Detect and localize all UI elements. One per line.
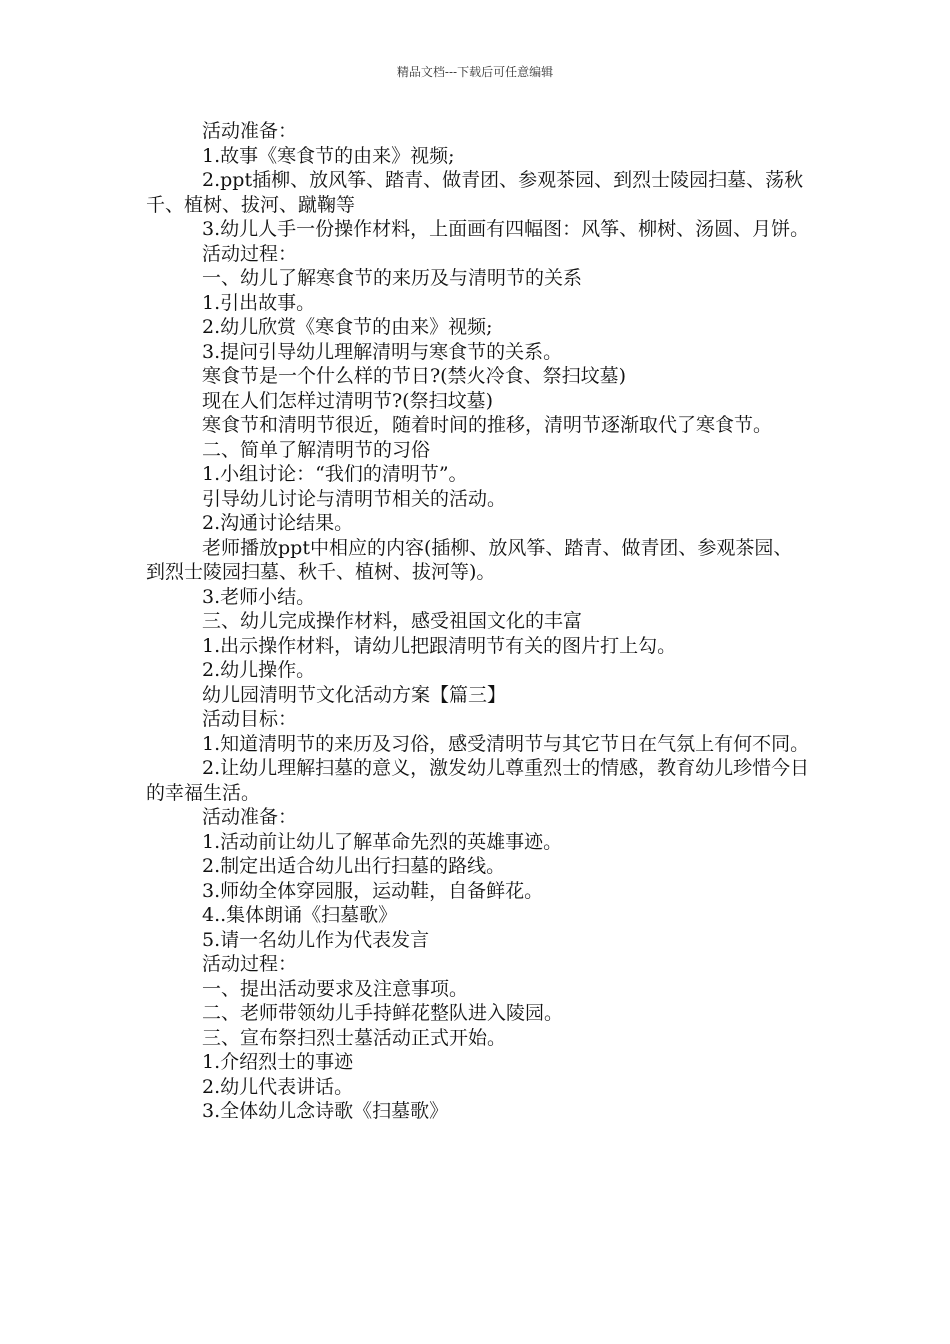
document-body	[146, 119, 810, 1124]
paragraph: 现在人们怎样过清明节?(祭扫坟墓)	[202, 389, 494, 412]
paragraph: 3.师幼全体穿园服，运动鞋，自备鲜花。	[202, 879, 544, 902]
paragraph: 1.出示操作材料，请幼儿把跟清明节有关的图片打上勾。	[202, 634, 677, 657]
paragraph: 3.幼儿人手一份操作材料，上面画有四幅图：风筝、柳树、汤圆、月饼。	[202, 218, 810, 240]
paragraph: 2.沟通讨论结果。	[202, 512, 354, 534]
paragraph: 三、幼儿完成操作材料，感受祖国文化的丰富	[202, 610, 583, 632]
paragraph: 活动目标：	[202, 708, 298, 730]
paragraph: 活动过程：	[202, 953, 298, 975]
paragraph: 2.让幼儿理解扫墓的意义，激发幼儿尊重烈士的情感，教育幼儿珍惜今日的幸福生活。	[146, 757, 810, 804]
paragraph: 寒食节和清明节很近，随着时间的推移，清明节逐渐取代了寒食节。	[202, 414, 773, 436]
paragraph: 3.老师小结。	[202, 585, 316, 608]
paragraph: 三、宣布祭扫烈士墓活动正式开始。	[202, 1026, 507, 1049]
paragraph: 引导幼儿讨论与清明节相关的活动。	[202, 487, 507, 510]
section-heading: 幼儿园清明节文化活动方案【篇三】	[202, 683, 507, 706]
paragraph: 1.介绍烈士的事迹	[202, 1051, 354, 1073]
paragraph: 3.全体幼儿念诗歌《扫墓歌》	[202, 1100, 449, 1122]
paragraph: 一、幼儿了解寒食节的来历及与清明节的关系	[202, 267, 583, 289]
paragraph: 1.故事《寒食节的由来》视频;	[202, 144, 455, 167]
paragraph: 寒食节是一个什么样的节日?(禁火冷食、祭扫坟墓)	[202, 365, 627, 387]
paragraph: 活动准备：	[202, 806, 298, 828]
paragraph: 2.ppt插柳、放风筝、踏青、做青团、参观茶园、到烈士陵园扫墓、荡秋千、植树、拔河、蹴鞠等	[146, 169, 804, 216]
paragraph: 2.制定出适合幼儿出行扫墓的路线。	[202, 855, 506, 877]
paragraph: 3.提问引导幼儿理解清明与寒食节的关系。	[202, 340, 563, 363]
paragraph: 2.幼儿代表讲话。	[202, 1075, 354, 1098]
paragraph: 一、提出活动要求及注意事项。	[202, 977, 469, 1000]
paragraph: 2.幼儿操作。	[202, 659, 316, 681]
paragraph: 1.小组讨论：“我们的清明节”。	[202, 463, 468, 485]
paragraph: 1.引出故事。	[202, 291, 316, 314]
paragraph: 1.活动前让幼儿了解革命先烈的英雄事迹。	[202, 830, 563, 853]
paragraph: 1.知道清明节的来历及习俗，感受清明节与其它节日在气氛上有何不同。	[202, 732, 810, 755]
paragraph: 二、简单了解清明节的习俗	[202, 438, 431, 461]
paragraph: 活动准备：	[202, 120, 298, 142]
paragraph: 活动过程：	[202, 242, 298, 265]
paragraph: 老师播放ppt中相应的内容(插柳、放风筝、踏青、做青团、参观茶园、到烈士陵园扫墓、秋千、植树、拔河等)。	[146, 536, 793, 583]
page-header: 精品文档---下载后可任意编辑	[396, 65, 554, 79]
paragraph: 5.请一名幼儿作为代表发言	[202, 928, 430, 951]
paragraph: 2.幼儿欣赏《寒食节的由来》视频;	[202, 316, 493, 338]
paragraph: 4..集体朗诵《扫墓歌》	[202, 904, 398, 926]
paragraph: 二、老师带领幼儿手持鲜花整队进入陵园。	[202, 1002, 564, 1024]
